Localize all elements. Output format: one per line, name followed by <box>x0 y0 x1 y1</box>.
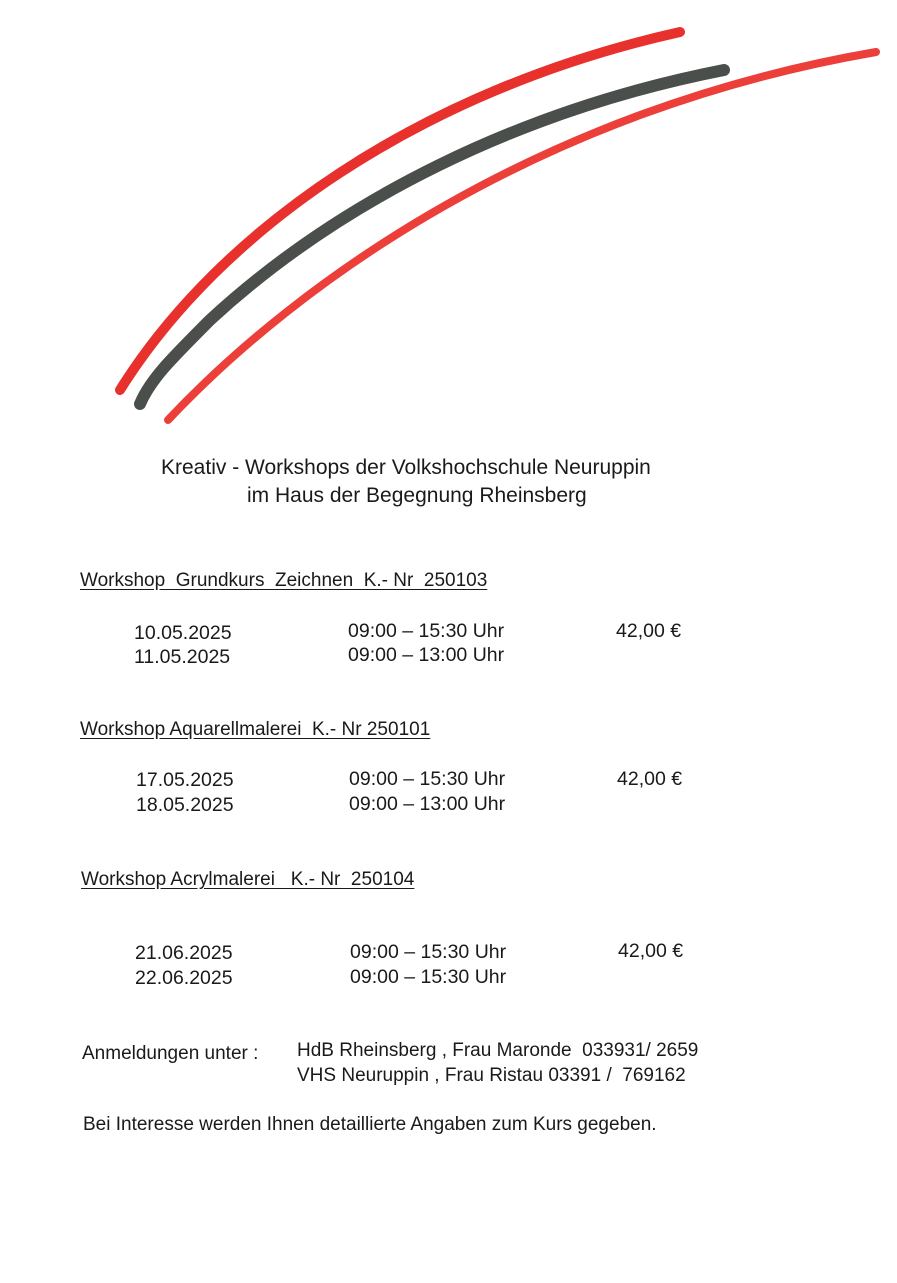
workshop-time: 09:00 – 15:30 Uhr <box>350 966 507 988</box>
workshop-title: Workshop Grundkurs Zeichnen K.- Nr 250103 <box>80 570 488 591</box>
heading-line-2: im Haus der Begegnung Rheinsberg <box>247 484 587 507</box>
red-swoosh-top <box>120 32 680 390</box>
workshop-price: 42,00 € <box>616 620 682 642</box>
registration-contact: HdB Rheinsberg , Frau Maronde 033931/ 2659 <box>297 1040 699 1061</box>
workshop-time: 09:00 – 15:30 Uhr <box>348 620 505 642</box>
workshop-date: 10.05.2025 <box>134 622 232 644</box>
heading-line-1: Kreativ - Workshops der Volkshochschule Neuruppin <box>161 456 651 479</box>
workshop-title: Workshop Acrylmalerei K.- Nr 250104 <box>81 869 415 890</box>
workshop-time: 09:00 – 13:00 Uhr <box>349 793 506 815</box>
workshop-time: 09:00 – 15:30 Uhr <box>350 941 507 963</box>
registration-contact: VHS Neuruppin , Frau Ristau 03391 / 769162 <box>297 1065 686 1086</box>
red-swoosh-bottom <box>168 52 876 420</box>
workshop-title: Workshop Aquarellmalerei K.- Nr 250101 <box>80 719 431 740</box>
footer-note: Bei Interesse werden Ihnen detaillierte Angaben zum Kurs gegeben. <box>83 1114 657 1135</box>
workshop-price: 42,00 € <box>617 768 683 790</box>
workshop-date: 11.05.2025 <box>134 646 231 668</box>
workshop-date: 18.05.2025 <box>136 794 234 816</box>
registration-label: Anmeldungen unter : <box>82 1043 259 1064</box>
workshop-time: 09:00 – 13:00 Uhr <box>348 644 505 666</box>
workshop-time: 09:00 – 15:30 Uhr <box>349 768 506 790</box>
workshop-date: 22.06.2025 <box>135 967 233 989</box>
logo-swooshes <box>0 0 897 440</box>
workshop-date: 17.05.2025 <box>136 769 234 791</box>
workshop-date: 21.06.2025 <box>135 942 233 964</box>
workshop-price: 42,00 € <box>618 940 684 962</box>
